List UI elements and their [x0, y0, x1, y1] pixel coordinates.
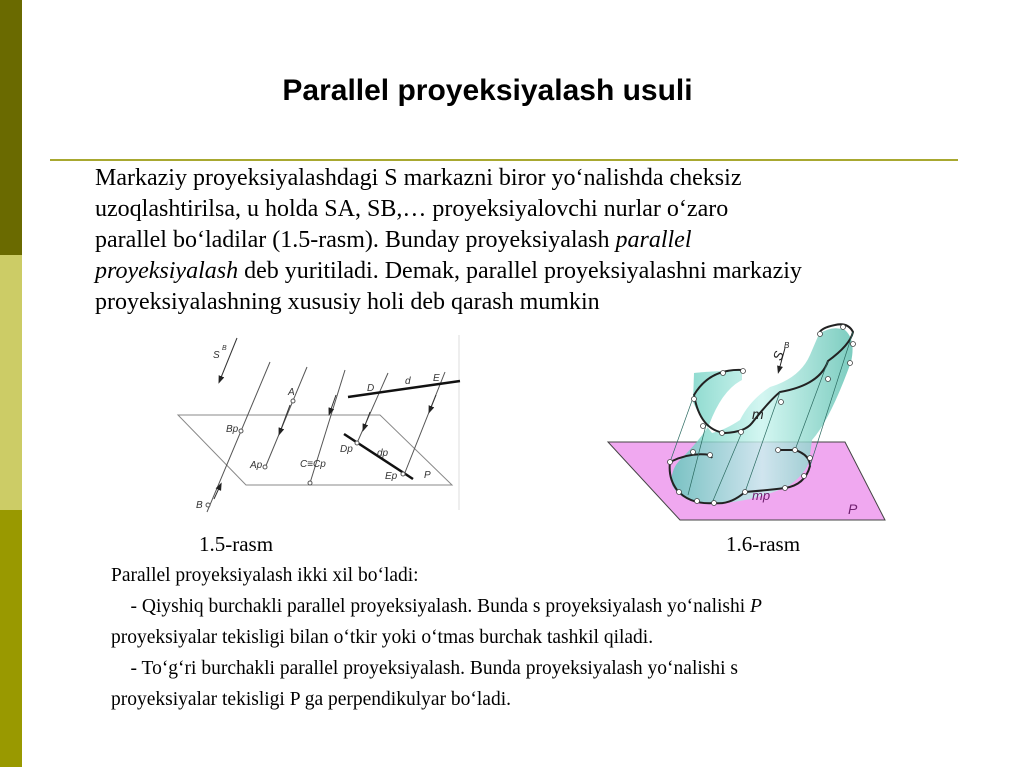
text-line: proyeksiyalar tekisligi bilan o‘tkir yoki o‘tmas burchak tashkil qiladi. [111, 627, 654, 648]
text-segment: - Qiyshiq burchakli parallel proyeksiyalash. Bunda s proyeksiyalash yo‘nalishi [111, 596, 751, 617]
label-s-sup: B [784, 341, 790, 350]
italic-term: P [750, 596, 762, 617]
text-segment: deb yuritiladi. Demak, parallel proyeksiyalashni markaziy [238, 258, 802, 284]
label-p: P [848, 501, 858, 517]
label-mp: mp [752, 488, 771, 503]
label-line-d: d [405, 376, 411, 387]
text-line: Markaziy proyeksiyalashdagi S markazni biror yo‘nalishda cheksiz [95, 165, 742, 191]
text-line [111, 596, 762, 618]
text-segment: parallel bo‘ladilar (1.5-rasm). Bunday proyeksiyalash [95, 227, 616, 253]
figure-1-6-diagram [608, 324, 885, 520]
label-s: S [213, 350, 220, 361]
label-b: B [196, 500, 203, 511]
label-d: D [367, 383, 375, 394]
label-line-dp: dp [377, 448, 389, 459]
label-s: S [769, 349, 787, 363]
text-line: - To‘g‘ri burchakli parallel proyeksiyalash. Bunda proyeksiyalash yo‘nalishi s [111, 658, 738, 679]
label-p: P [424, 470, 431, 481]
text-line: proyeksiyalashning xususiy holi deb qarash mumkin [95, 289, 600, 315]
projection-plane-p [178, 415, 452, 485]
label-a: A [288, 387, 295, 398]
text-line: uzoqlashtirilsa, u holda SA, SB,… proyeksiyalovchi nurlar o‘zaro [95, 196, 729, 222]
label-ap: Ap [250, 460, 263, 471]
figure-1-5-diagram [178, 335, 460, 512]
label-ep: Ep [385, 471, 398, 482]
projecting-ray-a [265, 367, 307, 468]
italic-term: proyeksiyalash [95, 258, 239, 284]
label-bp: Bp [226, 424, 239, 435]
label-s-sup: B [222, 345, 227, 352]
text-line: proyeksiyalar tekisligi P ga perpendikulyar bo‘ladi. [111, 689, 512, 710]
slide-title: Parallel proyeksiyalash usuli [282, 74, 693, 107]
italic-term: parallel [615, 227, 692, 253]
label-dp: Dp [340, 444, 353, 455]
text-line: Parallel proyeksiyalash ikki xil bo‘ladi: [111, 565, 419, 586]
label-m: m [752, 406, 764, 422]
figure-1-5-caption: 1.5-rasm [199, 532, 274, 556]
label-e: E [433, 373, 440, 384]
label-c: C≡Cp [300, 459, 326, 470]
projecting-ray-b [207, 362, 270, 512]
figure-1-6-caption: 1.6-rasm [726, 532, 801, 556]
line-d [348, 381, 460, 397]
